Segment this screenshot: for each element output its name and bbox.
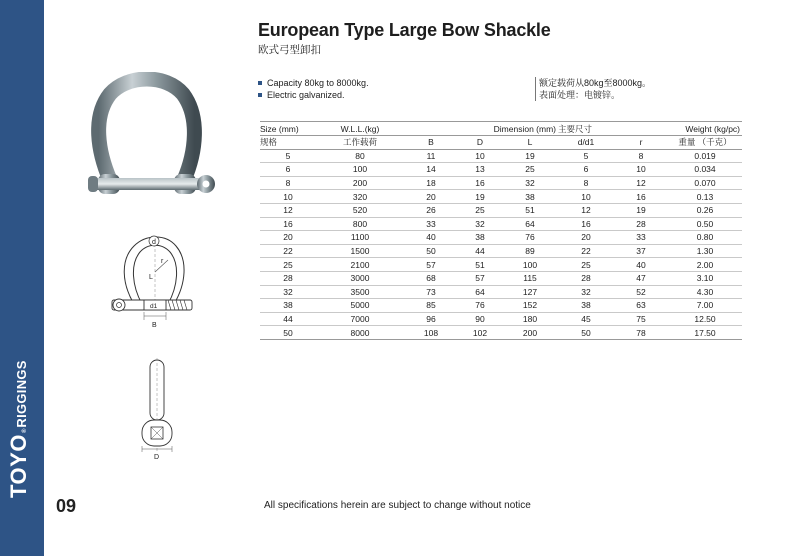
cell: 8: [260, 176, 316, 190]
cell: 115: [502, 271, 558, 285]
table-row: [260, 326, 742, 340]
cell: 2100: [316, 258, 404, 272]
feature-text: Capacity 80kg to 8000kg.: [267, 78, 369, 88]
cell: 28: [614, 217, 668, 231]
cell: 28: [558, 271, 614, 285]
cell: 108: [404, 326, 458, 340]
cell: 0.13: [668, 190, 742, 204]
cell: 100: [316, 163, 404, 177]
cell: 57: [458, 271, 502, 285]
subheader-d: D: [458, 136, 502, 150]
cell: 180: [502, 312, 558, 326]
cell: 1500: [316, 244, 404, 258]
header-dimension-cn: 主要尺寸: [558, 122, 614, 136]
cell: 32: [558, 285, 614, 299]
note-line: 额定载荷从80kg至8000kg。: [539, 78, 652, 88]
feature-notes-cn: [535, 77, 651, 101]
cell: 40: [404, 231, 458, 245]
cell: 1100: [316, 231, 404, 245]
table-row: [260, 217, 742, 231]
table-row: [260, 285, 742, 299]
cell: 6: [558, 163, 614, 177]
cell: 0.50: [668, 217, 742, 231]
cell: 12: [260, 203, 316, 217]
label-D: D: [154, 454, 160, 461]
shackle-front-drawing: [132, 356, 182, 466]
cell: 0.070: [668, 176, 742, 190]
cell: 38: [260, 299, 316, 313]
cell: 3.10: [668, 271, 742, 285]
spec-table: [260, 121, 742, 340]
header-wll: W.L.L.(kg): [316, 122, 404, 136]
subheader-l: L: [502, 136, 558, 150]
cell: 50: [558, 326, 614, 340]
page-number: 09: [56, 496, 77, 516]
table-row: [260, 244, 742, 258]
label-d1: d1: [150, 303, 158, 310]
cell: 32: [502, 176, 558, 190]
brand-registered-mark: ®: [22, 428, 28, 434]
cell: 12: [558, 203, 614, 217]
cell: 47: [614, 271, 668, 285]
cell: 0.019: [668, 149, 742, 163]
cell: 22: [260, 244, 316, 258]
cell: 19: [614, 203, 668, 217]
subheader-b: B: [404, 136, 458, 150]
subheader-d1: d/d1: [558, 136, 614, 150]
table-row: [260, 312, 742, 326]
note-line: 表面处理：电镀锌。: [539, 90, 621, 100]
table-row: [260, 149, 742, 163]
cell: 73: [404, 285, 458, 299]
cell: 25: [260, 258, 316, 272]
cell: 7000: [316, 312, 404, 326]
cell: 25: [458, 203, 502, 217]
cell: 102: [458, 326, 502, 340]
table-row: [260, 231, 742, 245]
cell: 33: [404, 217, 458, 231]
cell: 26: [404, 203, 458, 217]
cell: 57: [404, 258, 458, 272]
cell: 7.00: [668, 299, 742, 313]
cell: 10: [458, 149, 502, 163]
cell: 1.30: [668, 244, 742, 258]
cell: 51: [502, 203, 558, 217]
cell: 16: [458, 176, 502, 190]
subheader-size: 规格: [260, 136, 316, 150]
feature-list: [258, 77, 369, 101]
cell: 13: [458, 163, 502, 177]
table-row: [260, 203, 742, 217]
footer-disclaimer: All specifications herein are subject to change without notice: [264, 500, 531, 511]
cell: 0.034: [668, 163, 742, 177]
page-subtitle-cn: 欧式弓型卸扣: [258, 44, 321, 56]
cell: 3000: [316, 271, 404, 285]
cell: 16: [614, 190, 668, 204]
cell: 16: [558, 217, 614, 231]
cell: 200: [502, 326, 558, 340]
cell: 5000: [316, 299, 404, 313]
table-row: [260, 271, 742, 285]
cell: 25: [558, 258, 614, 272]
cell: 520: [316, 203, 404, 217]
feature-item: [258, 89, 369, 101]
cell: 19: [502, 149, 558, 163]
feature-text: Electric galvanized.: [267, 90, 345, 100]
cell: 10: [558, 190, 614, 204]
cell: 8: [614, 149, 668, 163]
sidebar-band: [0, 0, 44, 556]
table-row: [260, 299, 742, 313]
cell: 12.50: [668, 312, 742, 326]
cell: 52: [614, 285, 668, 299]
cell: 320: [316, 190, 404, 204]
feature-item: [258, 77, 369, 89]
cell: 6: [260, 163, 316, 177]
cell: 76: [502, 231, 558, 245]
cell: 11: [404, 149, 458, 163]
cell: 50: [260, 326, 316, 340]
cell: 64: [502, 217, 558, 231]
header-size: Size (mm): [260, 122, 316, 136]
cell: 2.00: [668, 258, 742, 272]
cell: 89: [502, 244, 558, 258]
table-row: [260, 190, 742, 204]
cell: 38: [458, 231, 502, 245]
cell: 100: [502, 258, 558, 272]
cell: 50: [404, 244, 458, 258]
bullet-icon: [258, 81, 262, 85]
cell: 10: [260, 190, 316, 204]
cell: 19: [458, 190, 502, 204]
cell: 44: [458, 244, 502, 258]
brand-sub: RIGGINGS: [14, 360, 29, 428]
label-B: B: [152, 322, 157, 329]
cell: 8: [558, 176, 614, 190]
bullet-icon: [258, 93, 262, 97]
cell: 85: [404, 299, 458, 313]
table-row: [260, 163, 742, 177]
cell: 90: [458, 312, 502, 326]
cell: 28: [260, 271, 316, 285]
cell: 38: [558, 299, 614, 313]
cell: 20: [260, 231, 316, 245]
cell: 68: [404, 271, 458, 285]
subheader-r: r: [614, 136, 668, 150]
cell: 75: [614, 312, 668, 326]
subheader-wll: 工作载荷: [316, 136, 404, 150]
cell: 22: [558, 244, 614, 258]
header-weight: Weight (kg/pc): [668, 122, 742, 136]
label-L: L: [149, 274, 153, 281]
cell: 38: [502, 190, 558, 204]
cell: 200: [316, 176, 404, 190]
cell: 16: [260, 217, 316, 231]
cell: 44: [260, 312, 316, 326]
cell: 5: [260, 149, 316, 163]
cell: 20: [558, 231, 614, 245]
cell: 10: [614, 163, 668, 177]
brand-name: TOYO: [6, 434, 31, 498]
table-header-row: [260, 122, 742, 136]
cell: 17.50: [668, 326, 742, 340]
cell: 14: [404, 163, 458, 177]
table-row: [260, 176, 742, 190]
brand-logo: [6, 360, 156, 498]
shackle-photo: [88, 72, 218, 217]
cell: 800: [316, 217, 404, 231]
label-d: d: [152, 239, 156, 246]
cell: 0.80: [668, 231, 742, 245]
cell: 18: [404, 176, 458, 190]
shackle-side-drawing: [108, 232, 198, 332]
cell: 96: [404, 312, 458, 326]
cell: 76: [458, 299, 502, 313]
cell: 12: [614, 176, 668, 190]
cell: 0.26: [668, 203, 742, 217]
subheader-weight: 重量 （千克）: [668, 136, 742, 150]
cell: 64: [458, 285, 502, 299]
cell: 152: [502, 299, 558, 313]
cell: 37: [614, 244, 668, 258]
page-title: European Type Large Bow Shackle: [258, 20, 551, 40]
cell: 51: [458, 258, 502, 272]
cell: 45: [558, 312, 614, 326]
cell: 8000: [316, 326, 404, 340]
label-r: r: [161, 258, 164, 265]
cell: 32: [458, 217, 502, 231]
cell: 78: [614, 326, 668, 340]
cell: 33: [614, 231, 668, 245]
table-subheader-row: [260, 136, 742, 150]
cell: 80: [316, 149, 404, 163]
cell: 32: [260, 285, 316, 299]
cell: 63: [614, 299, 668, 313]
cell: 25: [502, 163, 558, 177]
table-row: [260, 258, 742, 272]
cell: 3500: [316, 285, 404, 299]
cell: 5: [558, 149, 614, 163]
cell: 127: [502, 285, 558, 299]
header-dimension: Dimension (mm): [458, 122, 558, 136]
cell: 4.30: [668, 285, 742, 299]
cell: 20: [404, 190, 458, 204]
cell: 40: [614, 258, 668, 272]
